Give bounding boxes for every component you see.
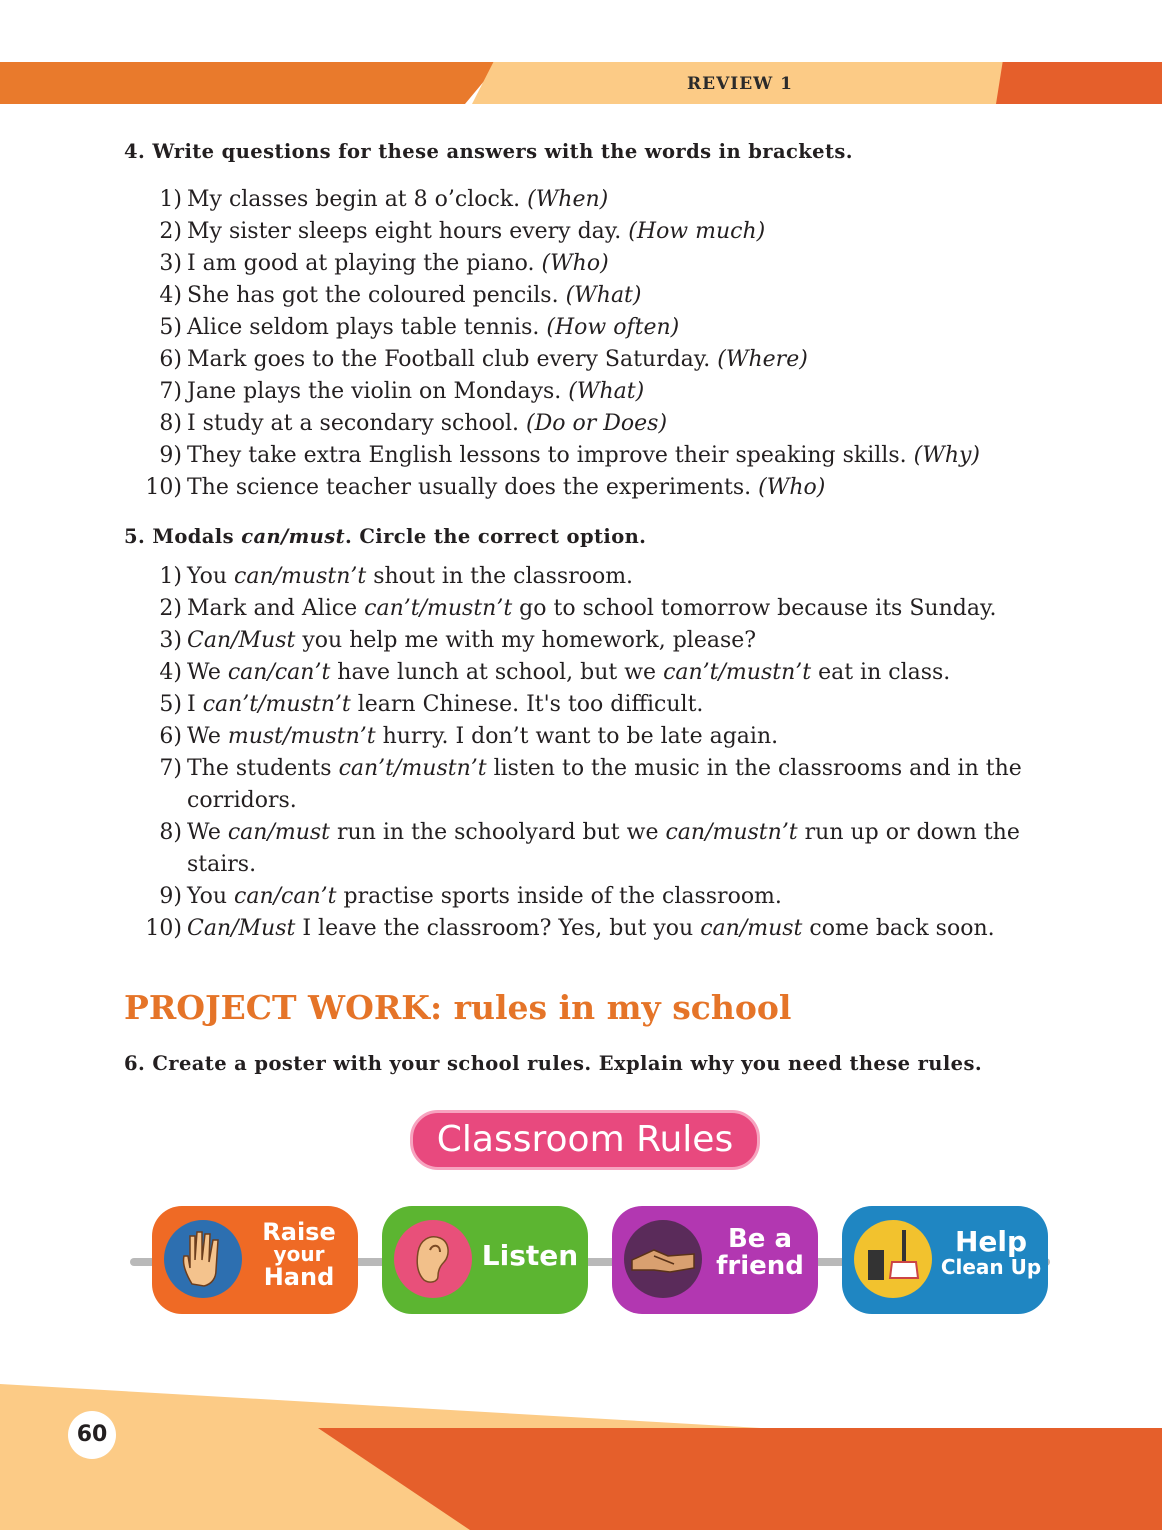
badge-label-line1: Be a bbox=[727, 1224, 793, 1254]
exercise-5-instruction: 5. Modals can/must. Circle the correct option. bbox=[124, 525, 647, 548]
help-clean-up-badge bbox=[842, 1206, 1048, 1314]
handshake-icon bbox=[624, 1220, 702, 1298]
be-a-friend-badge bbox=[612, 1206, 818, 1314]
header-title: REVIEW 1 bbox=[686, 74, 794, 94]
list-item: 4) We can/can’t have lunch at school, but we can’t/mustn’t eat in class. bbox=[159, 660, 951, 685]
header-band-right bbox=[996, 62, 1162, 104]
list-item: 7) The students can’t/mustn’t listen to the music in the classrooms and in the corridors. bbox=[159, 756, 1022, 813]
exercise-4-list bbox=[124, 184, 980, 504]
list-item: 9) They take extra English lessons to improve their speaking skills. (Why) bbox=[159, 443, 981, 468]
list-item: 10) The science teacher usually does the experiments. (Who) bbox=[145, 475, 826, 500]
page-number: 60 bbox=[76, 1422, 108, 1447]
hand-icon bbox=[164, 1220, 242, 1298]
list-item: 6) We must/mustn’t hurry. I don’t want to be late again. bbox=[159, 724, 779, 749]
badge-label-line2: friend bbox=[716, 1250, 804, 1281]
list-item: 7) Jane plays the violin on Mondays. (What) bbox=[159, 379, 645, 404]
badge-label-line1: Listen bbox=[481, 1239, 579, 1272]
list-item: 8) I study at a secondary school. (Do or Does) bbox=[159, 411, 668, 436]
list-item: 2) My sister sleeps eight hours every day. (How much) bbox=[159, 219, 766, 244]
project-work-title: PROJECT WORK: rules in my school bbox=[124, 988, 792, 1027]
raise-hand-badge bbox=[152, 1206, 358, 1314]
list-item: 1) My classes begin at 8 o’clock. (When) bbox=[159, 187, 609, 212]
list-item: 3) Can/Must you help me with my homework, please? bbox=[159, 628, 757, 653]
exercise-6-instruction: 6. Create a poster with your school rules. Explain why you need these rules. bbox=[124, 1052, 983, 1075]
list-item: 9) You can/can’t practise sports inside of the classroom. bbox=[159, 884, 782, 909]
badge-label-line1: Help bbox=[954, 1225, 1028, 1258]
ear-icon bbox=[394, 1220, 472, 1298]
list-item: 8) We can/must run in the schoolyard but we can/mustn’t run up or down the stairs. bbox=[159, 820, 1020, 877]
list-item: 4) She has got the coloured pencils. (What) bbox=[159, 283, 642, 308]
list-item: 6) Mark goes to the Football club every Saturday. (Where) bbox=[159, 347, 808, 372]
listen-badge bbox=[382, 1206, 588, 1314]
list-item: 10) Can/Must I leave the classroom? Yes, but you can/must come back soon. bbox=[145, 916, 995, 941]
badge-label-line2: Clean Up bbox=[940, 1254, 1042, 1279]
list-item: 1) You can/mustn’t shout in the classroom. bbox=[159, 564, 634, 589]
list-item: 5) Alice seldom plays table tennis. (How often) bbox=[159, 315, 680, 340]
list-item: 3) I am good at playing the piano. (Who) bbox=[159, 251, 609, 276]
broom-icon bbox=[854, 1220, 932, 1298]
poster-title-banner: Classroom Rules bbox=[410, 1110, 760, 1170]
header-band-left bbox=[0, 62, 500, 104]
badge-label-line3: Hand bbox=[263, 1262, 335, 1291]
badge-label-line2: your bbox=[273, 1242, 325, 1267]
badge-label-line1: Raise bbox=[262, 1218, 336, 1246]
exercise-4-instruction: 4. Write questions for these answers with the words in brackets. bbox=[124, 140, 853, 163]
list-item: 2) Mark and Alice can’t/mustn’t go to school tomorrow because its Sunday. bbox=[159, 596, 997, 621]
exercise-5-list bbox=[124, 561, 1077, 945]
list-item: 5) I can’t/mustn’t learn Chinese. It's too difficult. bbox=[159, 692, 704, 717]
